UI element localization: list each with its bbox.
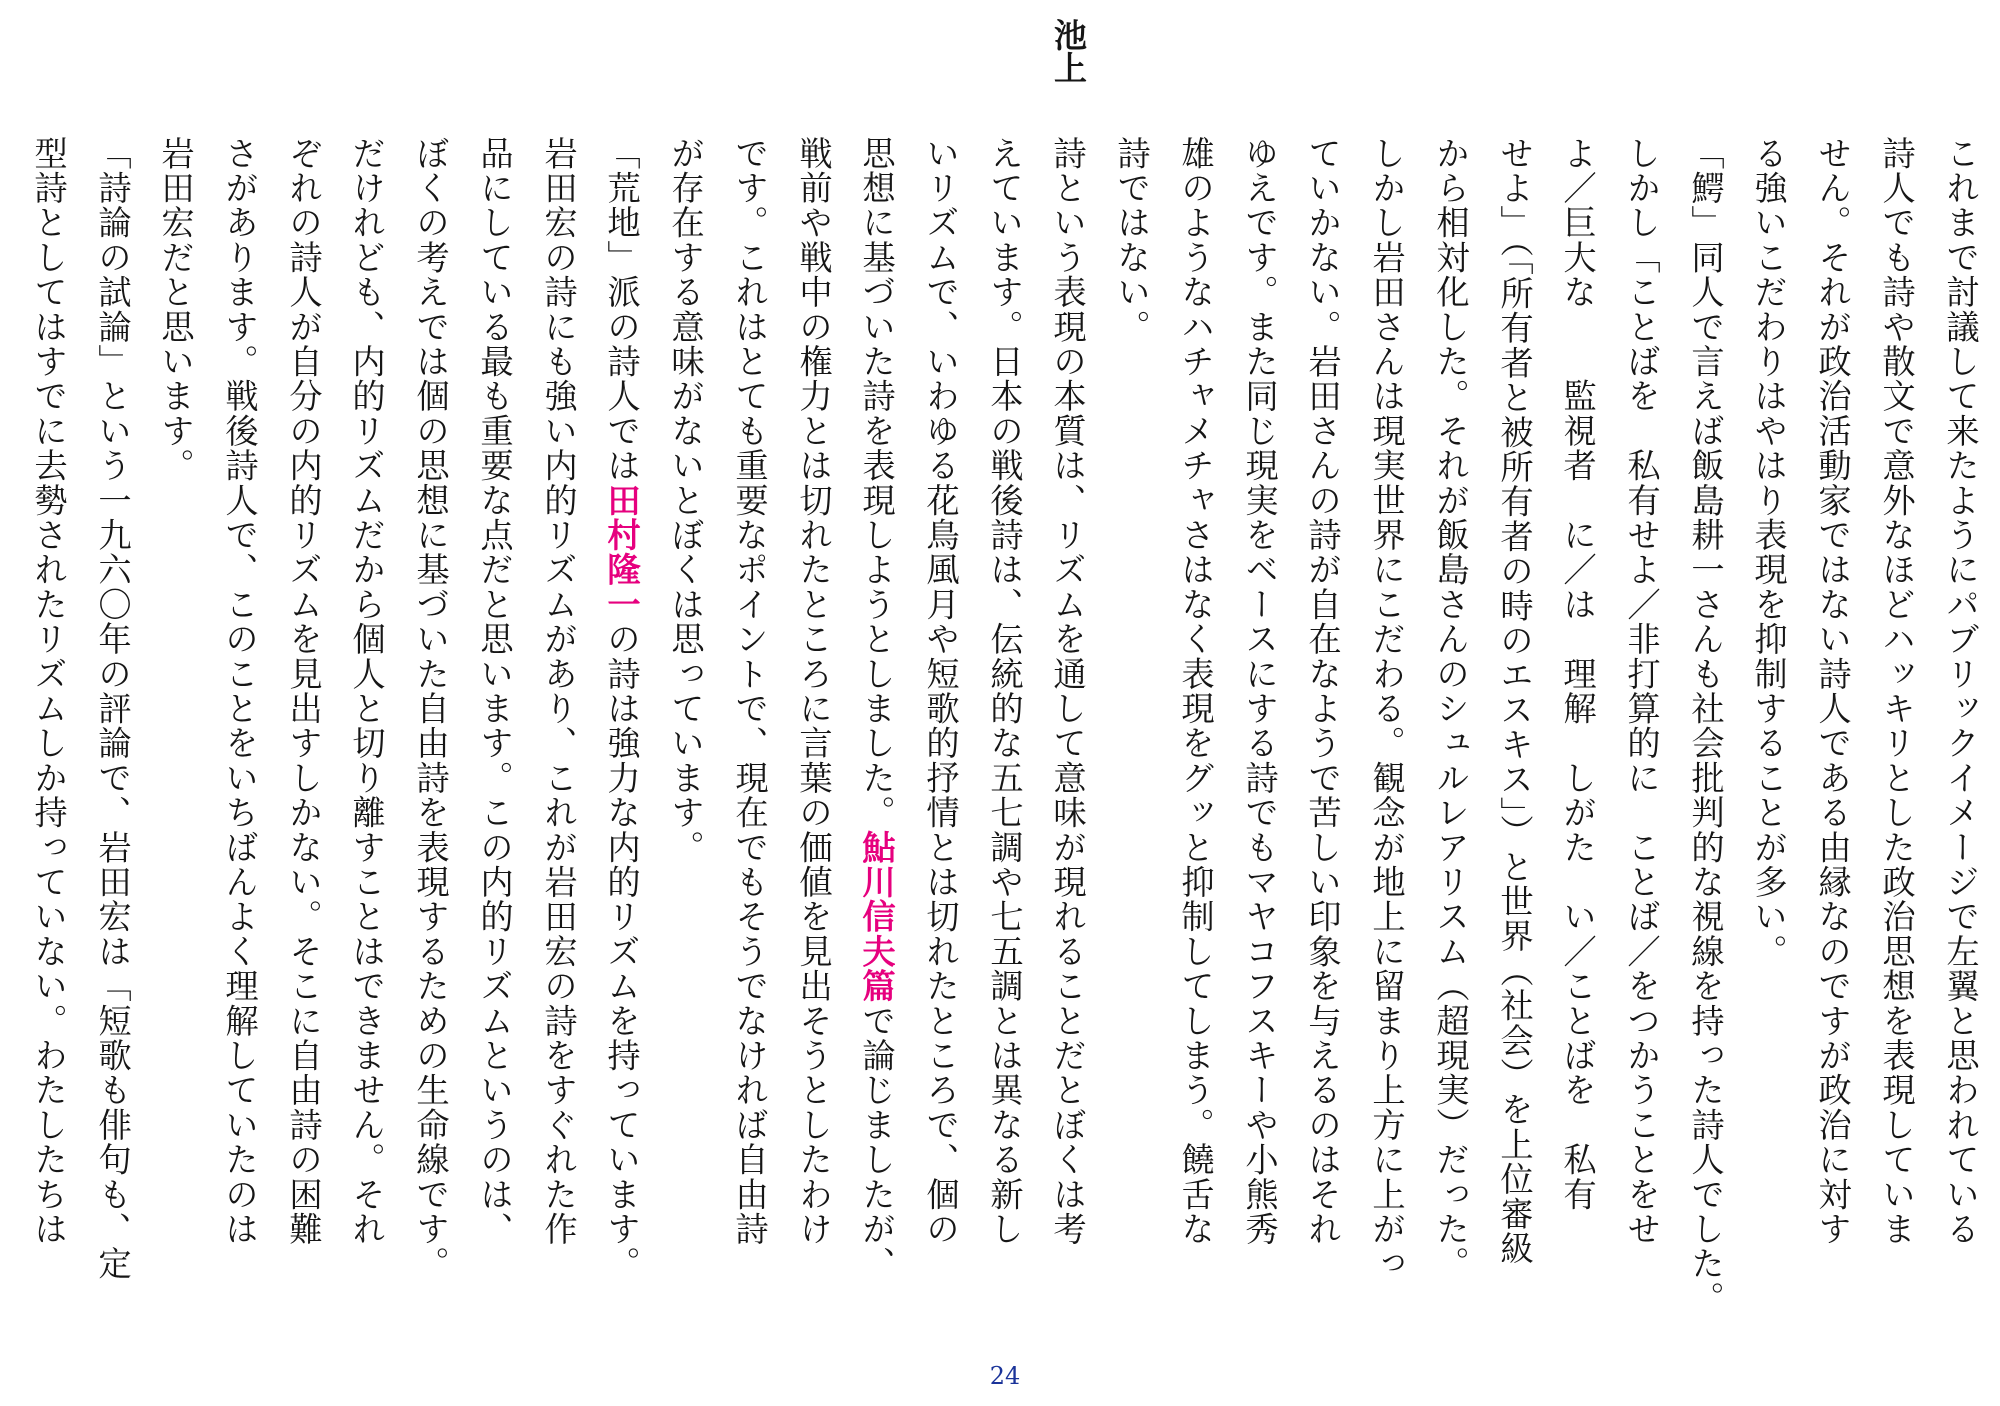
text-column: 詩ではない。 xyxy=(1112,136,1151,345)
text-column: 「荒地」派の詩人では田村隆一の詩は強力な内的リズムを持っています。 xyxy=(602,136,641,1282)
text-column: る強いこだわりはやはり表現を抑制することが多い。 xyxy=(1749,136,1788,969)
text-column: 雄のようなハチャメチャさはなく表現をグッと抑制してしまう。饒舌な xyxy=(1176,136,1215,1247)
text-column: 戦前や戦中の権力とは切れたところに言葉の価値を見出そうとしたわけ xyxy=(794,136,833,1247)
text-column: 思想に基づいた詩を表現しようとしました。鮎川信夫篇で論じましたが、 xyxy=(857,136,896,1282)
text-column: から相対化した。それが飯島さんのシュルレアリスム（超現実）だった。 xyxy=(1431,136,1470,1282)
poet-name-highlight: 田村隆一 xyxy=(602,483,641,622)
text-column: ていかない。岩田さんの詩が自在なようで苦しい印象を与えるのはそれ xyxy=(1303,136,1342,1247)
text-column: 品にしている最も重要な点だと思います。この内的リズムというのは、 xyxy=(475,136,514,1247)
text-column: 岩田宏だと思います。 xyxy=(156,136,195,483)
text-column: ゆえです。また同じ現実をベースにする詩でもマヤコフスキーや小熊秀 xyxy=(1240,136,1279,1247)
text-column: 詩という表現の本質は、リズムを通して意味が現れることだとぼくは考 xyxy=(1048,136,1087,1247)
text-column: 詩人でも詩や散文で意外なほどハッキリとした政治思想を表現していま xyxy=(1877,136,1916,1247)
text-column: 型詩としてはすでに去勢されたリズムしか持っていない。わたしたちは xyxy=(29,136,68,1247)
text-column: です。これはとても重要なポイントで、現在でもそうでなければ自由詩 xyxy=(730,136,769,1247)
text-column: これまで討議して来たようにパブリックイメージで左翼と思われている xyxy=(1941,136,1980,1247)
text-column: えています。日本の戦後詩は、伝統的な五七調や七五調とは異なる新し xyxy=(985,136,1024,1247)
page-number: 24 xyxy=(989,1362,1021,1390)
text-column: 岩田宏の詩にも強い内的リズムがあり、これが岩田宏の詩をすぐれた作 xyxy=(539,136,578,1247)
text-column: 「詩論の試論」という一九六〇年の評論で、岩田宏は「短歌も俳句も、定 xyxy=(93,136,132,1282)
text-column: いリズムで、いわゆる花鳥風月や短歌的抒情とは切れたところで、個の xyxy=(921,136,960,1247)
text-column: ぞれの詩人が自分の内的リズムを見出すしかない。そこに自由詩の困難 xyxy=(284,136,323,1247)
speaker-label: 池上 xyxy=(1049,18,1088,84)
text-column: しかし岩田さんは現実世界にこだわる。観念が地上に留まり上方に上がっ xyxy=(1367,136,1406,1282)
text-column: 「鰐」同人で言えば飯島耕一さんも社会批判的な視線を持った詩人でした。 xyxy=(1686,136,1725,1316)
text-column: よ／巨大な 監視者 に／は 理解 しがた い／ことばを 私有 xyxy=(1558,136,1597,1212)
text-column: ぼくの考えでは個の思想に基づいた自由詩を表現するための生命線です。 xyxy=(411,136,450,1282)
text-column: だけれども、内的リズムだから個人と切り離すことはできません。それ xyxy=(347,136,386,1247)
poet-name-highlight: 鮎川信夫篇 xyxy=(857,830,896,1004)
text-column: せん。それが政治活動家ではない詩人である由縁なのですが政治に対す xyxy=(1813,136,1852,1247)
text-column: せよ」（「所有者と被所有者の時のエスキス」）と世界（社会）を上位審級 xyxy=(1495,136,1534,1266)
text-column: しかし「ことばを 私有せよ／非打算的に ことば／をつかうことをせ xyxy=(1622,136,1661,1247)
text-column: さがあります。戦後詩人で、このことをいちばんよく理解していたのは xyxy=(220,136,259,1247)
text-column: が存在する意味がないとぼくは思っています。 xyxy=(666,136,705,865)
